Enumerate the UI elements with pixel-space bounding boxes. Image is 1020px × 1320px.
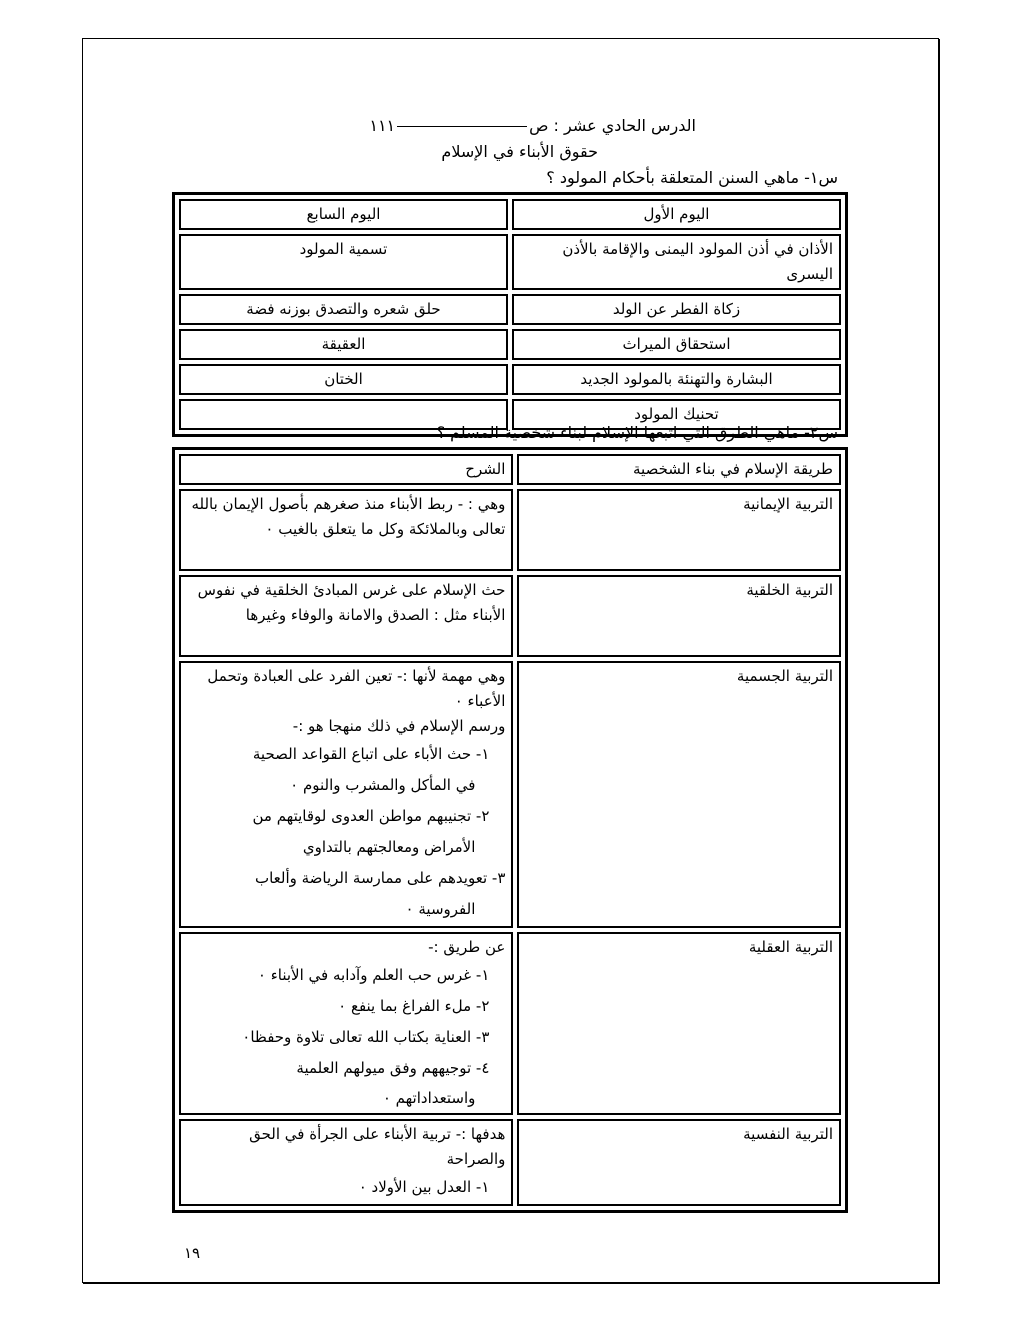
explanation-cell <box>179 661 513 928</box>
explanation-intro: هدفها :- تربية الأبناء على الجرأة في الحق والصراحة <box>249 1125 506 1168</box>
cell-first-day: الأذان في أذن المولود اليمنى والإقامة بالأذن اليسرى <box>512 234 841 290</box>
lesson-page-number: ١١١ <box>369 116 396 135</box>
list-item-cont: الأمراض ومعالجتهم بالتداوي <box>302 838 476 856</box>
title-dash-line <box>397 126 527 127</box>
page-number: ١٩ <box>184 1244 201 1262</box>
col-header-explanation: الشرح <box>179 454 513 485</box>
explanation-text: وهي : - ربط الأبناء منذ صغرهم بأصول الإيمان بالله تعالى وبالملائكة وكل ما يتعلق بالغيب ٠ <box>191 495 506 538</box>
explanation-intro-2: ورسم الإسلام في ذلك منهجا هو :- <box>292 717 506 735</box>
personality-building-table <box>172 447 848 1213</box>
cell-seventh-day: العقيقة <box>179 329 508 360</box>
list-item: ٢- ملء الفراغ بما ينفع ٠ <box>338 997 490 1015</box>
question-1: س١- ماهي السنن المتعلقة بأحكام المولود ؟ <box>546 168 838 187</box>
cell-first-day: البشارة والتهنئة بالمولود الجديد <box>512 364 841 395</box>
cell-first-day: تحنيك المولود <box>512 399 841 430</box>
explanation-intro: وهي مهمة لأنها :- تعين الفرد على العبادة وتحمل الأعباء ٠ <box>207 667 506 710</box>
list-item-cont: في المأكل والمشرب والنوم ٠ <box>290 776 476 794</box>
col-header-first-day: اليوم الأول <box>512 199 841 230</box>
explanation-cell <box>179 1119 513 1206</box>
cell-first-day: زكاة الفطر عن الولد <box>512 294 841 325</box>
list-item: ٢- تجنيبهم مواطن العدوى لوقايتهم من <box>252 807 490 825</box>
method-cell: التربية النفسية <box>517 1119 841 1206</box>
cell-first-day: استحقاق الميراث <box>512 329 841 360</box>
explanation-text: حث الإسلام على غرس المبادئ الخلقية في نفوس الأبناء مثل : الصدق والامانة والوفاء وغيرها <box>197 581 506 624</box>
list-item: ١- غرس حب العلم وآدابه في الأبناء ٠ <box>257 966 490 984</box>
cell-seventh-day: الختان <box>179 364 508 395</box>
list-item: ١- حث الأباء على اتباع القواعد الصحية <box>252 745 490 763</box>
lesson-title: الدرس الحادي عشر : ص١١١ <box>369 116 696 135</box>
list-item: ٣- تعويدهم على ممارسة الرياضة وألعاب <box>254 869 506 887</box>
col-header-method: طريقة الإسلام في بناء الشخصية <box>517 454 841 485</box>
cell-seventh-day: حلق شعره والتصدق بوزنه فضة <box>179 294 508 325</box>
list-item-cont: واستعداداتهم ٠ <box>382 1089 476 1107</box>
newborn-sunan-table <box>172 192 848 437</box>
explanation-cell <box>179 575 513 657</box>
method-cell: التربية الجسمية <box>517 661 841 928</box>
explanation-cell <box>179 489 513 571</box>
question-2: س٢- ماهي الطرق التي اتبعها الإسلام لبناء شخصية المسلم ؟ <box>436 423 838 442</box>
explanation-intro: عن طريق :- <box>428 938 506 956</box>
method-cell: التربية الإيمانية <box>517 489 841 571</box>
cell-seventh-day: تسمية المولود <box>179 234 508 290</box>
explanation-cell <box>179 932 513 1115</box>
list-item: ٤- توجيههم وفق ميولهم العلمية <box>296 1059 490 1077</box>
method-cell: التربية العقلية <box>517 932 841 1115</box>
col-header-seventh-day: اليوم السابع <box>179 199 508 230</box>
method-cell: التربية الخلقية <box>517 575 841 657</box>
list-item-cont: الفروسية ٠ <box>405 900 476 918</box>
lesson-subtitle: حقوق الأبناء في الإسلام <box>441 142 598 161</box>
list-item: ٣- العناية بكتاب الله تعالى تلاوة وحفظا٠ <box>242 1028 490 1046</box>
list-item: ١- العدل بين الأولاد ٠ <box>358 1178 490 1196</box>
